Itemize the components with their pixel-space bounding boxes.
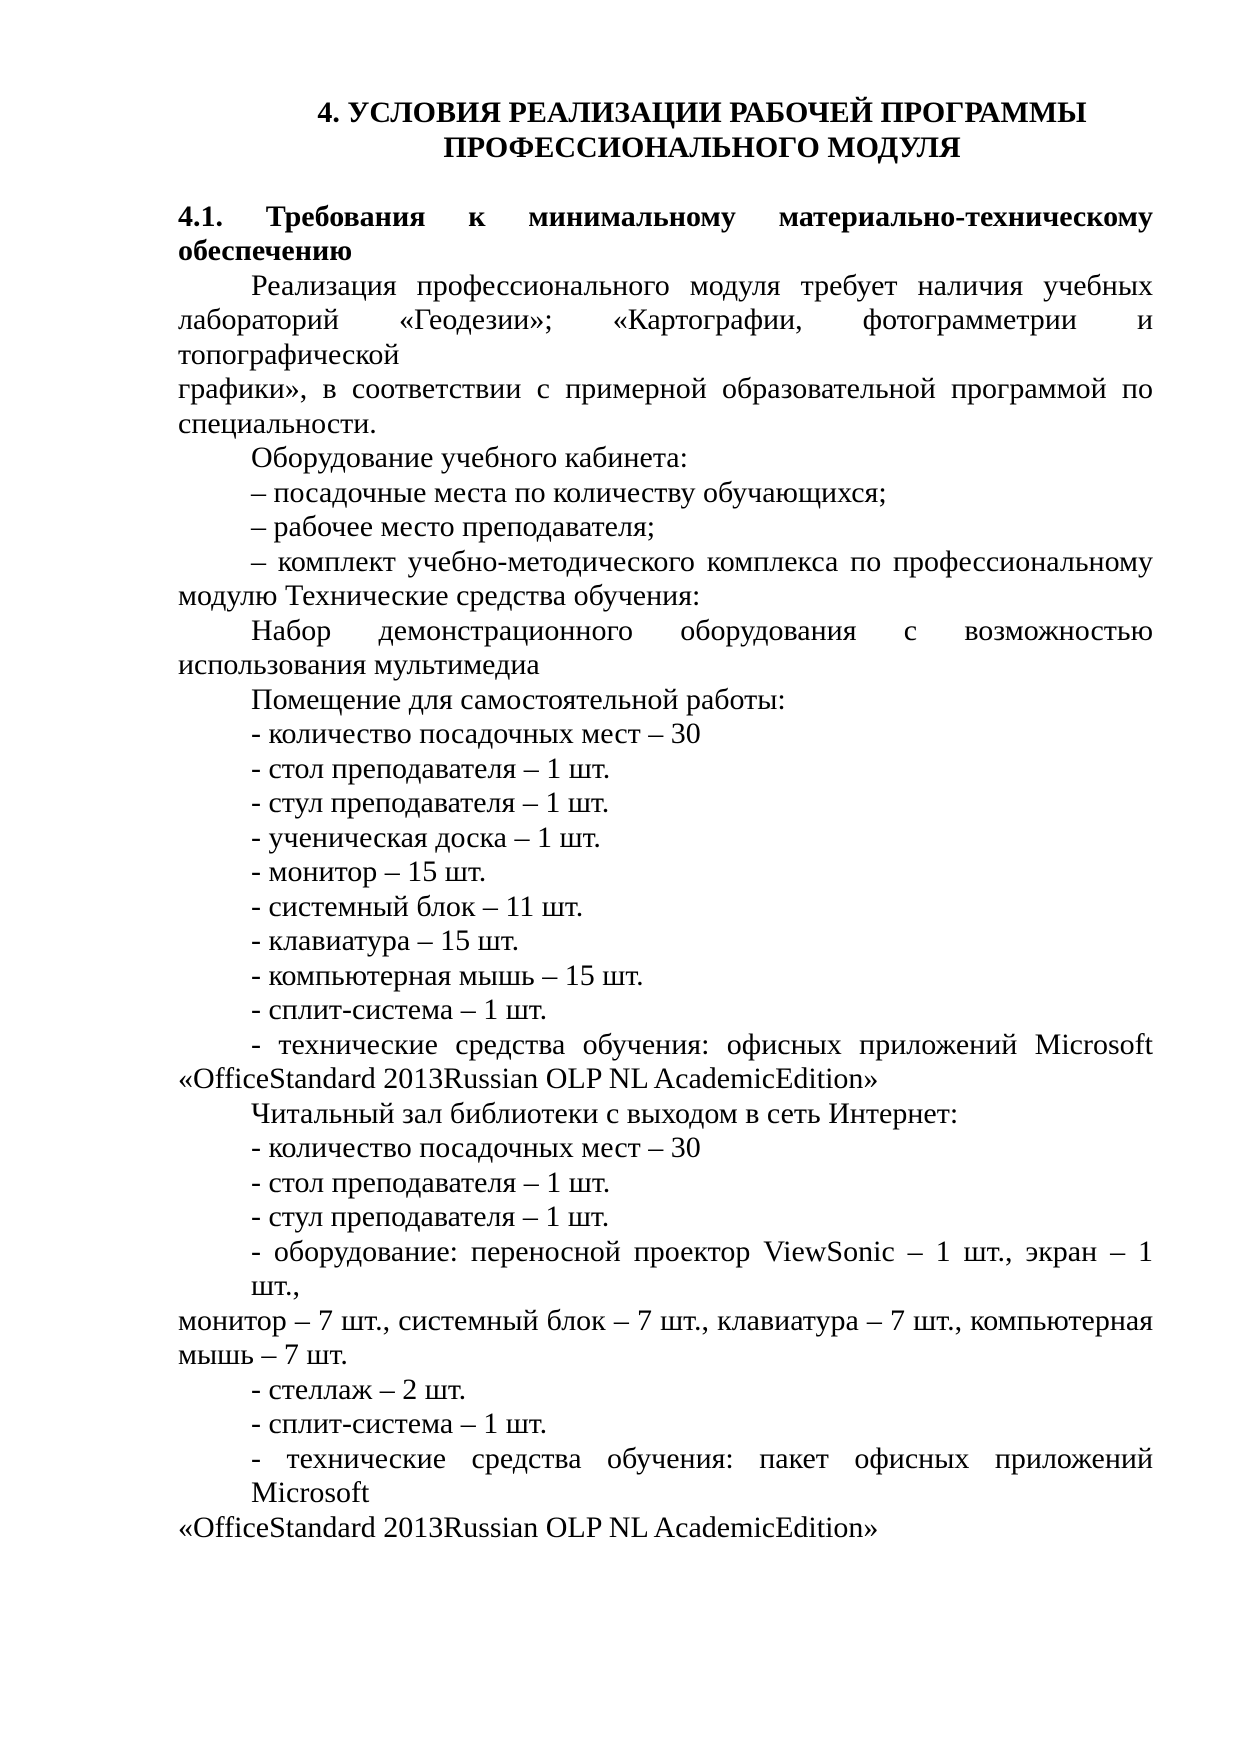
label-cabinet-equipment	[178, 441, 1153, 476]
label-reading-room	[178, 1097, 1153, 1132]
item-seats-count	[178, 717, 1153, 752]
title-gap	[178, 165, 1153, 200]
item-monitor	[178, 855, 1153, 890]
item-teacher-workplace	[178, 510, 1153, 545]
document-content	[178, 96, 1153, 1545]
item-split-system-reading-room	[178, 1407, 1153, 1442]
intro-paragraph	[178, 269, 1153, 442]
label-cabinet-equipment-line: Оборудование учебного кабинета:	[251, 441, 688, 474]
item-teacher-workplace-line: – рабочее место преподавателя;	[251, 510, 656, 543]
item-office-software-reading-room-line: - технические средства обучения: пакет офисных приложений Microsoft	[251, 1441, 1153, 1509]
item-system-unit	[178, 890, 1153, 925]
item-projector-equipment-line: монитор – 7 шт., системный блок – 7 шт., клавиатура – 7 шт., компьютерная	[178, 1303, 1153, 1337]
item-teacher-desk	[178, 752, 1153, 787]
intro-paragraph-line: специальности.	[178, 406, 377, 440]
intro-paragraph-line: Реализация профессионального модуля требует наличия учебных	[251, 268, 1153, 302]
item-shelving-line: - стеллаж – 2 шт.	[251, 1372, 467, 1406]
item-shelving	[178, 1373, 1153, 1408]
document-title	[178, 96, 1153, 165]
item-office-software	[178, 1028, 1153, 1097]
item-office-software-reading-room	[178, 1442, 1153, 1546]
item-keyboard-line: - клавиатура – 15 шт.	[251, 924, 520, 957]
item-office-software-line: «OfficeStandard 2013Russian OLP NL AcademicEdition»	[178, 1062, 879, 1095]
document-title-line-2: ПРОФЕССИОНАЛЬНОГО МОДУЛЯ	[443, 130, 961, 164]
item-methodical-kit-line: – комплект учебно-методического комплекса по профессиональному	[251, 544, 1153, 578]
document-body	[178, 200, 1153, 1546]
label-self-study-room-line: Помещение для самостоятельной работы:	[251, 682, 786, 716]
item-teacher-chair	[178, 786, 1153, 821]
item-computer-mouse	[178, 959, 1153, 994]
intro-paragraph-line: лабораторий «Геодезии»; «Картографии, фотограмметрии и топографической	[178, 303, 1153, 371]
item-keyboard	[178, 924, 1153, 959]
item-split-system-reading-room-line: - сплит-система – 1 шт.	[251, 1407, 548, 1440]
paragraph-demo-equipment-set	[178, 614, 1153, 683]
item-seats-by-students-line: – посадочные места по количеству обучающихся;	[251, 475, 887, 509]
label-reading-room-line: Читальный зал библиотеки с выходом в сеть Интернет:	[251, 1096, 959, 1130]
document-title-line-1: 4. УСЛОВИЯ РЕАЛИЗАЦИИ РАБОЧЕЙ ПРОГРАММЫ	[317, 96, 1087, 129]
item-projector-equipment-line: мышь – 7 шт.	[178, 1338, 348, 1371]
item-projector-equipment-line: - оборудование: переносной проектор ViewSonic – 1 шт., экран – 1 шт.,	[251, 1234, 1153, 1302]
item-monitor-line: - монитор – 15 шт.	[251, 855, 487, 888]
item-teacher-chair-reading-room	[178, 1200, 1153, 1235]
item-projector-equipment	[178, 1235, 1153, 1373]
item-seats-count-reading-room-line: - количество посадочных мест – 30	[251, 1131, 701, 1164]
item-split-system-line: - сплит-система – 1 шт.	[251, 993, 548, 1026]
item-teacher-desk-reading-room-line: - стол преподавателя – 1 шт.	[251, 1165, 611, 1199]
item-school-board	[178, 821, 1153, 856]
item-seats-count-line: - количество посадочных мест – 30	[251, 717, 701, 750]
item-teacher-desk-line: - стол преподавателя – 1 шт.	[251, 751, 611, 785]
paragraph-demo-equipment-set-line: Набор демонстрационного оборудования с возможностью	[251, 613, 1153, 647]
item-seats-count-reading-room	[178, 1131, 1153, 1166]
item-system-unit-line: - системный блок – 11 шт.	[251, 889, 584, 923]
item-school-board-line: - ученическая доска – 1 шт.	[251, 820, 601, 854]
item-methodical-kit-line: модулю Технические средства обучения:	[178, 579, 701, 612]
intro-paragraph-line: графики», в соответствии с примерной образовательной программой по	[178, 372, 1153, 405]
section-heading-line: 4.1. Требования к минимальному материально-техническому	[178, 199, 1153, 233]
item-methodical-kit	[178, 545, 1153, 614]
section-heading-line: обеспечению	[178, 234, 353, 267]
item-teacher-desk-reading-room	[178, 1166, 1153, 1201]
section-heading	[178, 200, 1153, 269]
label-self-study-room	[178, 683, 1153, 718]
item-split-system	[178, 993, 1153, 1028]
item-computer-mouse-line: - компьютерная мышь – 15 шт.	[251, 958, 644, 992]
item-teacher-chair-line: - стул преподавателя – 1 шт.	[251, 786, 610, 819]
item-teacher-chair-reading-room-line: - стул преподавателя – 1 шт.	[251, 1200, 610, 1233]
item-office-software-reading-room-line: «OfficeStandard 2013Russian OLP NL AcademicEdition»	[178, 1510, 879, 1544]
item-seats-by-students	[178, 476, 1153, 511]
paragraph-demo-equipment-set-line: использования мультимедиа	[178, 648, 540, 681]
item-office-software-line: - технические средства обучения: офисных приложений Microsoft	[251, 1027, 1153, 1061]
